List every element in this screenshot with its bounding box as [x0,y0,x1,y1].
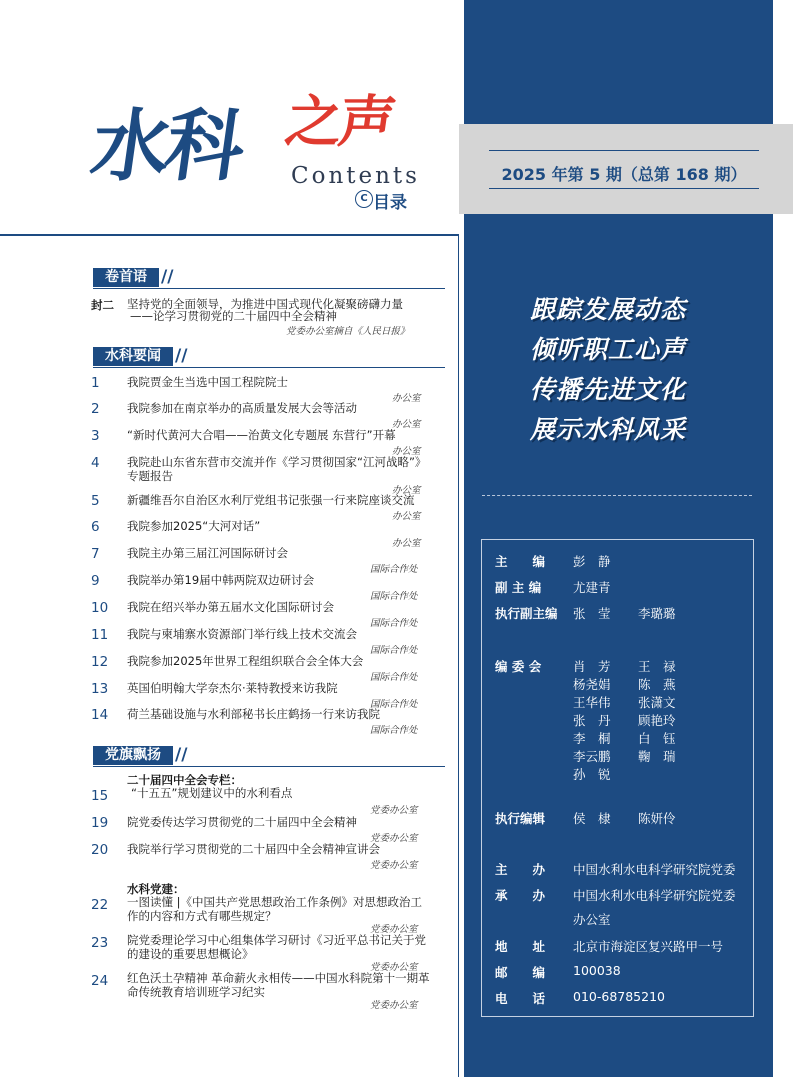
exec-editor-2: 陈妍伶 [638,811,676,826]
toc-title[interactable]: 我院举行学习贯彻党的二十届四中全会精神宣讲会 [127,842,380,856]
board-member: 李云鹏 [573,749,611,764]
undertake-1: 中国水利水电科学研究院党委 [573,888,736,903]
board-member: 张潇文 [638,695,676,710]
toc-page: 9 [91,573,100,589]
board-member: 顾艳玲 [638,713,676,728]
address: 北京市海淀区复兴路甲一号 [573,939,724,954]
toc-page: 20 [91,842,109,858]
toc-source: 党委办公室 [370,962,418,973]
toc-source: 办公室 [392,393,421,404]
section-heading [93,746,253,767]
toc-source: 党委办公室 [370,1000,418,1011]
toc-page: 12 [91,654,109,670]
slogan-1: 跟踪发展动态 [530,295,687,324]
deputy-editor-label: 副 主 编 [495,580,542,595]
toc-page: 11 [91,627,109,643]
post-label: 邮 编 [495,965,546,980]
section-underline [93,288,445,289]
toc-source: 办公室 [392,511,421,522]
toc-subtitle[interactable]: ——论学习贯彻党的二十届四中全会精神 [130,309,337,323]
toc-source: 办公室 [392,538,421,549]
toc-title[interactable]: 红色沃土孕精神 革命薪火永相传——中国水科院第十一期革命传统教育培训班学习纪实 [127,971,430,999]
mulu-label: 目录 [373,193,407,213]
toc-page: 6 [91,519,100,535]
toc-source: 国际合作处 [370,645,418,656]
column-rule [458,236,459,1077]
section-title: 党旗飘扬 [93,746,173,765]
board-member: 肖 芳 [573,659,611,674]
toc-source: 办公室 [392,419,421,430]
board-member: 李 桐 [573,731,611,746]
toc-source: 党委办公室 [370,924,418,935]
slogan-3: 传播先进文化 [530,375,687,404]
toc-title[interactable]: 院党委理论学习中心组集体学习研讨《习近平总书记关于党的建设的重要思想概论》 [127,933,426,961]
toc-page: 10 [91,600,109,616]
board-label: 编 委 会 [495,659,542,674]
toc-title[interactable]: 我院参加在南京举办的高质量发展大会等活动 [127,401,357,415]
toc-page: 4 [91,455,100,471]
slash-deco-icon: // [175,346,188,366]
toc-title[interactable]: “十五五”规划建议中的水利看点 [131,786,293,800]
board-member: 陈 燕 [638,677,676,692]
toc-page: 19 [91,815,109,831]
section-heading [93,268,253,289]
c-circle-icon: C [355,190,373,208]
toc-source: 国际合作处 [370,699,418,710]
toc-source: 党委办公室 [370,805,418,816]
phone-label: 电 话 [495,991,546,1006]
undertake-2: 办公室 [573,912,611,927]
header-rule [0,234,459,236]
exec-editor-label: 执行编辑 [495,811,546,826]
toc-page: 2 [91,401,100,417]
toc-title[interactable]: 荷兰基础设施与水利部秘书长庄鹤扬一行来访我院 [127,707,380,721]
section-title: 卷首语 [93,268,159,287]
toc-source: 党委办公室 [370,833,418,844]
contents-word: Contents [291,163,420,189]
issue-band [459,124,793,214]
toc-source: 国际合作处 [370,672,418,683]
board-member: 鞠 瑞 [638,749,676,764]
toc-title[interactable]: 我院举办第19届中韩两院双边研讨会 [127,573,315,587]
toc-title[interactable]: 院党委传达学习贯彻党的二十届四中全会精神 [127,815,357,829]
host: 中国水利水电科学研究院党委 [573,862,736,877]
toc-page: 13 [91,681,109,697]
feng-er-label: 封二 [91,298,114,312]
column-subheading: 二十届四中全会专栏： [127,773,242,787]
toc-page: 22 [91,897,109,913]
toc-source: 办公室 [392,485,421,496]
board-member: 孙 锐 [573,767,611,782]
chief-editor-label: 主 编 [495,554,546,569]
toc-title[interactable]: 一图读懂 |《中国共产党思想政治工作条例》对思想政治工作的内容和方式有哪些规定？ [127,895,423,923]
issue-number: 2025 年第 5 期（总第 168 期） [501,165,747,184]
address-label: 地 址 [495,939,546,954]
board-member: 王 禄 [638,659,676,674]
toc-page: 5 [91,493,100,509]
column-subheading: 水科党建： [127,882,185,896]
toc-page: 23 [91,935,109,951]
toc-title[interactable]: 英国伯明翰大学奈杰尔·莱特教授来访我院 [127,681,338,695]
deputy-editor: 尤建青 [573,580,611,595]
toc-title[interactable]: 我院主办第三届江河国际研讨会 [127,546,288,560]
toc-title[interactable]: 新疆维吾尔自治区水利厅党组书记张强一行来院座谈交流 [127,493,415,507]
toc-source: 国际合作处 [370,564,418,575]
slash-deco-icon: // [175,745,188,765]
exec-deputy-1: 张 莹 [573,606,611,621]
chief-editor: 彭 静 [573,554,611,569]
toc-source: 国际合作处 [370,725,418,736]
toc-title[interactable]: 我院参加2025年世界工程组织联合会全体大会 [127,654,364,668]
toc-title[interactable]: 坚持党的全面领导，为推进中国式现代化凝聚磅礴力量 [127,297,403,311]
toc-source: 办公室 [392,446,421,457]
toc-page: 14 [91,707,109,723]
board-member: 王华伟 [573,695,611,710]
slogan-2: 倾听职工心声 [530,335,687,364]
toc-title[interactable]: “新时代黄河大合唱——治黄文化专题展 东营行”开幕 [127,428,396,442]
exec-editor-1: 侯 棣 [573,811,611,826]
section-underline [93,766,445,767]
issue-rule-top [489,150,759,151]
exec-deputy-label: 执行副主编 [495,606,558,621]
host-label: 主 办 [495,862,546,877]
toc-title[interactable]: 我院与柬埔寨水资源部门举行线上技术交流会 [127,627,357,641]
toc-page: 7 [91,546,100,562]
toc-page: 15 [91,788,109,804]
corner-rule [773,0,793,2]
toc-source: 党委办公室 [370,860,418,871]
phone: 010-68785210 [573,989,665,1004]
board-member: 白 钰 [638,731,676,746]
toc-title[interactable]: 我院参加2025“大河对话” [127,519,261,533]
toc-title[interactable]: 我院赴山东省东营市交流并作《学习贯彻国家“江河战略”》专题报告 [127,455,427,483]
toc-title[interactable]: 我院在绍兴举办第五届水文化国际研讨会 [127,600,334,614]
exec-deputy-2: 李璐璐 [638,606,676,621]
toc-source: 国际合作处 [370,591,418,602]
undertake-label: 承 办 [495,888,546,903]
section-heading [93,347,253,368]
slogan-4: 展示水科风采 [530,415,687,444]
board-member: 杨尧娟 [573,677,611,692]
section-underline [93,367,445,368]
slash-deco-icon: // [161,267,174,287]
toc-source: 国际合作处 [370,618,418,629]
masthead-title: 水科 [85,102,247,192]
toc-page: 1 [91,375,100,391]
dotted-divider [482,495,752,496]
section-title: 水科要闻 [93,347,173,366]
toc-source: 党委办公室摘自《人民日报》 [286,326,410,337]
issue-rule-bottom [489,188,759,189]
postcode: 100038 [573,963,621,978]
board-member: 张 丹 [573,713,611,728]
masthead-accent: 之声 [281,90,397,155]
toc-page: 3 [91,428,100,444]
toc-page: 24 [91,973,109,989]
toc-title[interactable]: 我院贾金生当选中国工程院院士 [127,375,288,389]
